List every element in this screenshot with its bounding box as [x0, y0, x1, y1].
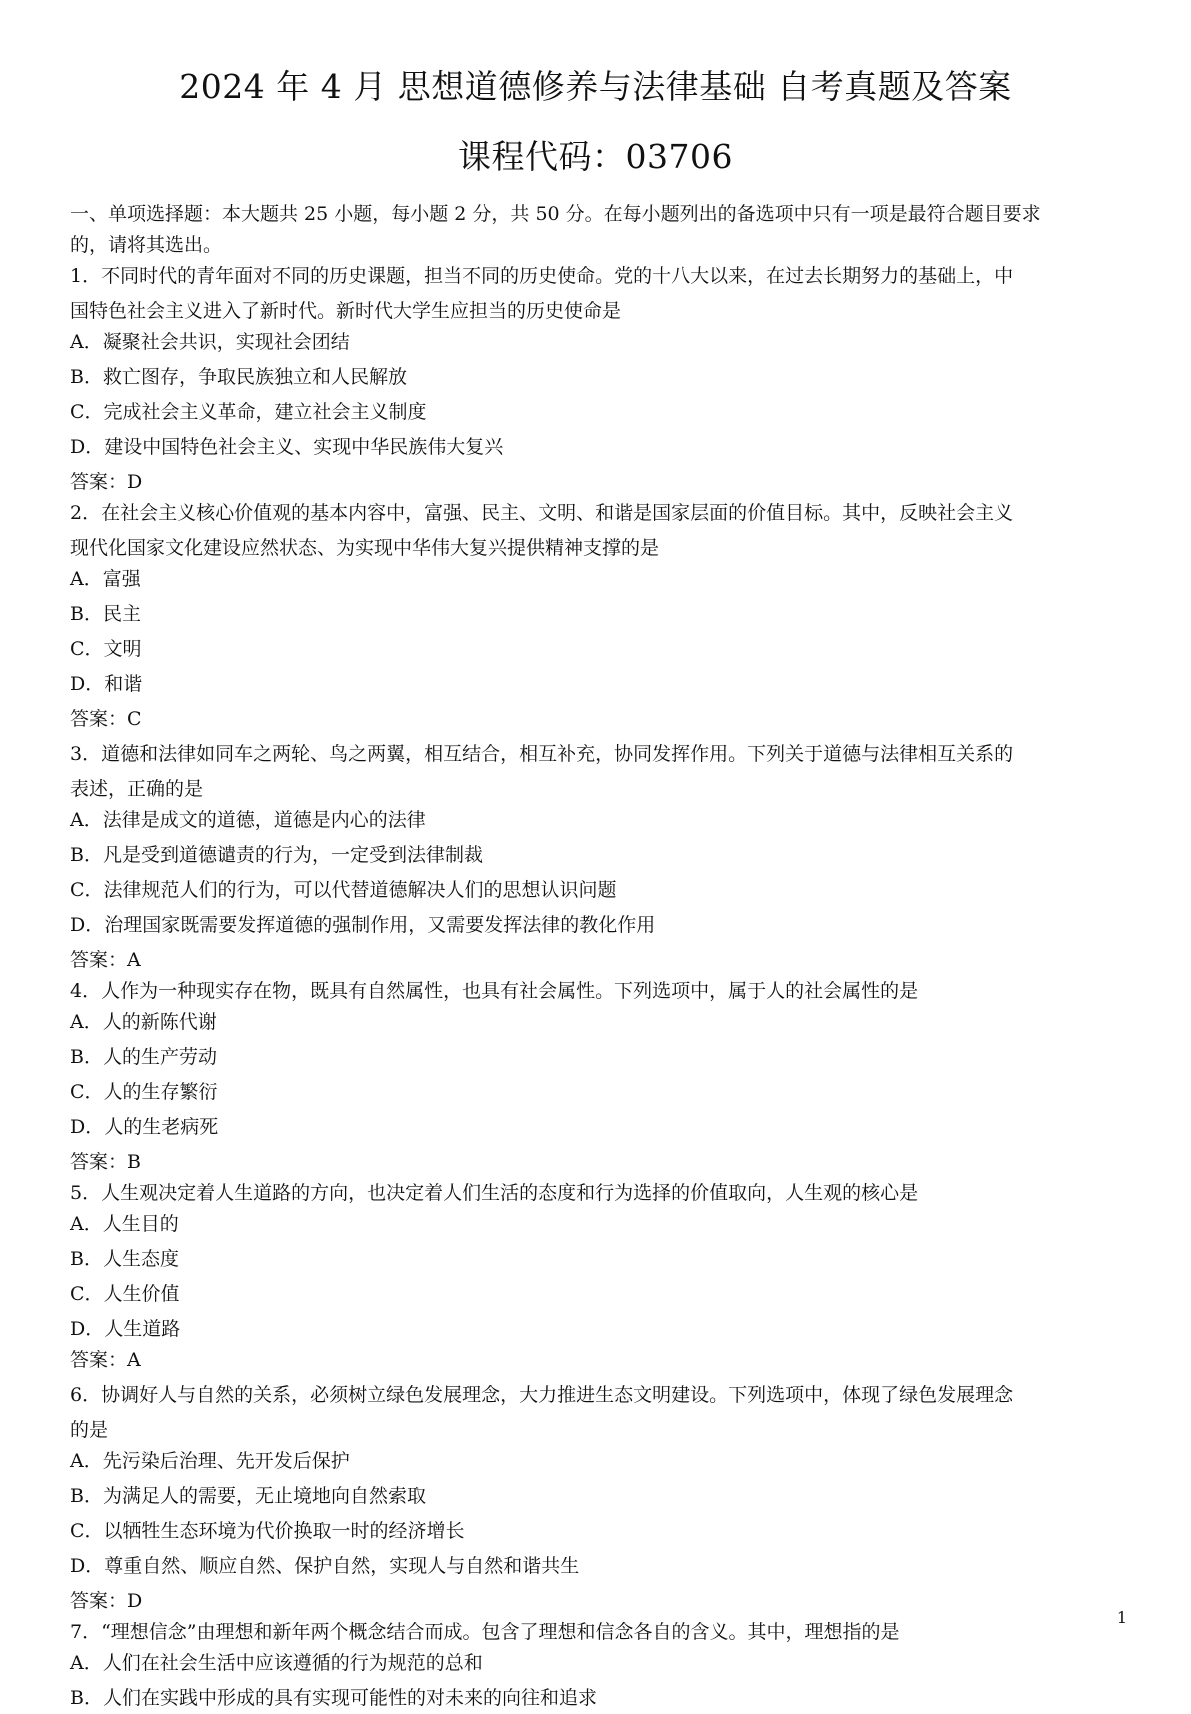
question-5: [70, 1178, 1125, 1376]
page-title: 2024 年 4 月 思想道德修养与法律基础 自考真题及答案: [179, 67, 1012, 106]
answer: 答案：A: [70, 949, 141, 971]
question-6: [70, 1380, 1125, 1617]
question-stem-cont: 的是: [70, 1419, 109, 1441]
question-stem: 5．人生观决定着人生道路的方向，也决定着人们生活的态度和行为选择的价值取向，人生观的核心是: [70, 1182, 919, 1204]
question-stem-cont: 国特色社会主义进入了新时代。新时代大学生应担当的历史使命是: [70, 300, 622, 322]
option-b: B．人生态度: [70, 1248, 179, 1270]
question-stem: 1．不同时代的青年面对不同的历史课题，担当不同的历史使命。党的十八大以来，在过去长期努力的基础上，中: [70, 265, 1014, 287]
option-b: B．人们在实践中形成的具有实现可能性的对未来的向往和追求: [70, 1687, 597, 1709]
option-b: B．凡是受到道德谴责的行为，一定受到法律制裁: [70, 844, 483, 866]
course-code: 课程代码：03706: [458, 137, 733, 176]
option-b: B．救亡图存，争取民族独立和人民解放: [70, 366, 407, 388]
question-stem: 7．“理想信念”由理想和新年两个概念结合而成。包含了理想和信念各自的含义。其中，理想指的是: [70, 1621, 900, 1643]
question-stem: 6．协调好人与自然的关系，必须树立绿色发展理念，大力推进生态文明建设。下列选项中，体现了绿色发展理念: [70, 1384, 1014, 1406]
question-stem-cont: 现代化国家文化建设应然状态、为实现中华伟大复兴提供精神支撑的是: [70, 537, 660, 559]
option-c: C．以牺牲生态环境为代价换取一时的经济增长: [70, 1520, 465, 1542]
question-stem: 3．道德和法律如同车之两轮、鸟之两翼，相互结合，相互补充，协同发挥作用。下列关于道德与法律相互关系的: [70, 743, 1014, 765]
answer: 答案：D: [70, 1590, 143, 1612]
answer: 答案：D: [70, 471, 143, 493]
option-a: A．人们在社会生活中应该遵循的行为规范的总和: [70, 1652, 483, 1674]
option-a: A．人生目的: [70, 1213, 179, 1235]
section-intro: 一、单项选择题：本大题共 25 小题，每小题 2 分，共 50 分。在每小题列出的备选项中只有一项是最符合题目要求: [70, 203, 1041, 225]
question-1: [70, 261, 1125, 498]
answer: 答案：C: [70, 708, 142, 730]
option-b: B．人的生产劳动: [70, 1046, 217, 1068]
option-a: A．人的新陈代谢: [70, 1011, 217, 1033]
option-d: D．人的生老病死: [70, 1116, 219, 1138]
question-7: [70, 1617, 1125, 1714]
option-a: A．先污染后治理、先开发后保护: [70, 1450, 350, 1472]
option-d: D．治理国家既需要发挥道德的强制作用，又需要发挥法律的教化作用: [70, 914, 656, 936]
answer: 答案：A: [70, 1349, 141, 1371]
option-d: D．和谐: [70, 673, 143, 695]
option-d: D．尊重自然、顺应自然、保护自然，实现人与自然和谐共生: [70, 1555, 580, 1577]
question-stem-cont: 表述，正确的是: [70, 778, 204, 800]
page-number: 1: [1116, 1608, 1127, 1627]
option-a: A．富强: [70, 568, 141, 590]
question-4: [70, 976, 1125, 1178]
option-d: D．建设中国特色社会主义、实现中华民族伟大复兴: [70, 436, 504, 458]
option-d: D．人生道路: [70, 1318, 181, 1340]
option-b: B．民主: [70, 603, 141, 625]
section-intro-cont: 的，请将其选出。: [70, 234, 223, 256]
option-c: C．人的生存繁衍: [70, 1081, 218, 1103]
exam-content: [70, 199, 1125, 1714]
option-a: A．凝聚社会共识，实现社会团结: [70, 331, 350, 353]
option-c: C．人生价值: [70, 1283, 180, 1305]
question-2: [70, 498, 1125, 735]
option-c: C．完成社会主义革命，建立社会主义制度: [70, 401, 427, 423]
option-a: A．法律是成文的道德，道德是内心的法律: [70, 809, 426, 831]
answer: 答案：B: [70, 1151, 141, 1173]
question-stem: 2．在社会主义核心价值观的基本内容中，富强、民主、文明、和谐是国家层面的价值目标。其中，反映社会主义: [70, 502, 1014, 524]
option-c: C．文明: [70, 638, 142, 660]
question-stem: 4．人作为一种现实存在物，既具有自然属性，也具有社会属性。下列选项中，属于人的社会属性的是: [70, 980, 919, 1002]
question-3: [70, 739, 1125, 976]
option-b: B．为满足人的需要，无止境地向自然索取: [70, 1485, 426, 1507]
option-c: C．法律规范人们的行为，可以代替道德解决人们的思想认识问题: [70, 879, 617, 901]
